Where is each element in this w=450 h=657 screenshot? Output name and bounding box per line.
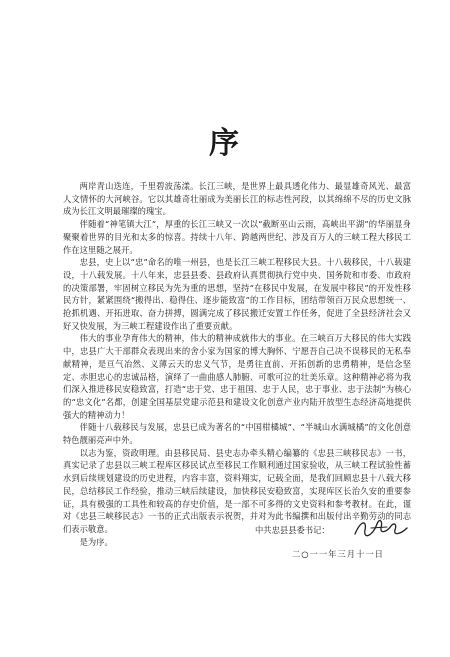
paragraph: 是为序。 <box>79 536 113 547</box>
preface-title: 序 <box>209 126 241 161</box>
handwritten-signature <box>351 516 411 540</box>
signature-block <box>255 516 415 540</box>
signature-label: 中共忠县县委书记： <box>255 525 330 535</box>
paragraph: 以志为鉴，资政明理。由县移民局、县史志办牵头精心编纂的《忠县三峡移民志》一书，真实记录了忠县以三峡工程库区移民试点至移民工作顺利通过国家验收，从三峡工程试验性蓄水到后续规划建设的历史进程，内容丰富，资料翔实，记载全面，是我们回顾忠县十八载大移民，总结移民工作经验，推动三峡后续建设，加快移民安稳致富，实现库区长治久安的重要参证，具有极强的工具性和较高的存史价值，是一部不可多得的文史资料和参考教材。在此，谨对《忠县三峡移民志》一书的正式出版表示祝贺，并对为此书编撰和出版付出辛勤劳动的同志们表示敬意。 <box>63 447 411 534</box>
paragraph: 伴随着“神笔镇大江”，厚重的长江三峡又一次以“截断巫山云雨，高峡出平湖”的华丽显身聚聚着世界的目光和太多的惊喜。持续十八年、跨越两世纪、涉及百万人的三峡工程大移民工作在这里随之展开。 <box>63 219 411 255</box>
paragraph: 两岸青山迭连，千里碧波荡漾。长江三峡，是世界上最具透化伟力、最显雄奇风光、最富人文情怀的大河峡谷。它以其雄奇壮丽成为美丽长江的标志性河段，以其绵绵不尽的历史文脉成为长江文明最璀璨的瑰宝。 <box>63 181 411 217</box>
signature-date: 二○一一年三月十一日 <box>292 549 384 559</box>
preface-body <box>63 180 411 548</box>
paragraph: 伟大的事业孕育伟大的精神，伟大的精神成就伟大的事业。在三峡百万大移民的伟大实践中，忠县广大干部群众表现出来的舍小家为国家的博大胸怀、宁愿吾自己决不误移民的无私奉献精神，是亘气冶然、义薄云天的忠义气节，是勇往直前、开拓创新的忠勇精神，是信念坚定、赤胆忠心的忠诚品格，演绎了一曲曲感人肺腑、可歌可泣的壮美乐章。这种精神必将为我们深入推进移民安稳致富，打造“忠于党、忠于祖国、忠于人民，忠于事业、忠于法制”为核心的“忠文化”名都，创建全国基层党建示范县和建设文化创意产业内陆开放型生态经济高地提供强大的精神动力！ <box>63 333 411 420</box>
paragraph: 伴随十八载移民与发展，忠县已成为著名的“中国柑橘城”、“半城山水满城橘”的文化创意特色靓丽亮声中外。 <box>63 422 411 446</box>
paragraph: 忠县，史上以“忠”命名的唯一州县，也是长江三峡工程移民大县。十八载移民，十八载建设，十八载发展。十八年来，忠县县委、县政府认真贯彻执行党中央、国务院和市委、市政府的决策部署，牢固树立移民为先为重的思想，坚持“在移民中发展，在发展中移民”的开发性移民方针，紧紧围绕“搬得出、稳得住、逐步能致富”的工作目标，团结带领百万民众思想统一、抢抓机遇、开拓进取、奋力拼搏，圆满完成了移民搬迁安置工作任务，促进了全县经济社会又好又快发展，为三峡工程建设作出了重要贡献。 <box>63 257 411 331</box>
